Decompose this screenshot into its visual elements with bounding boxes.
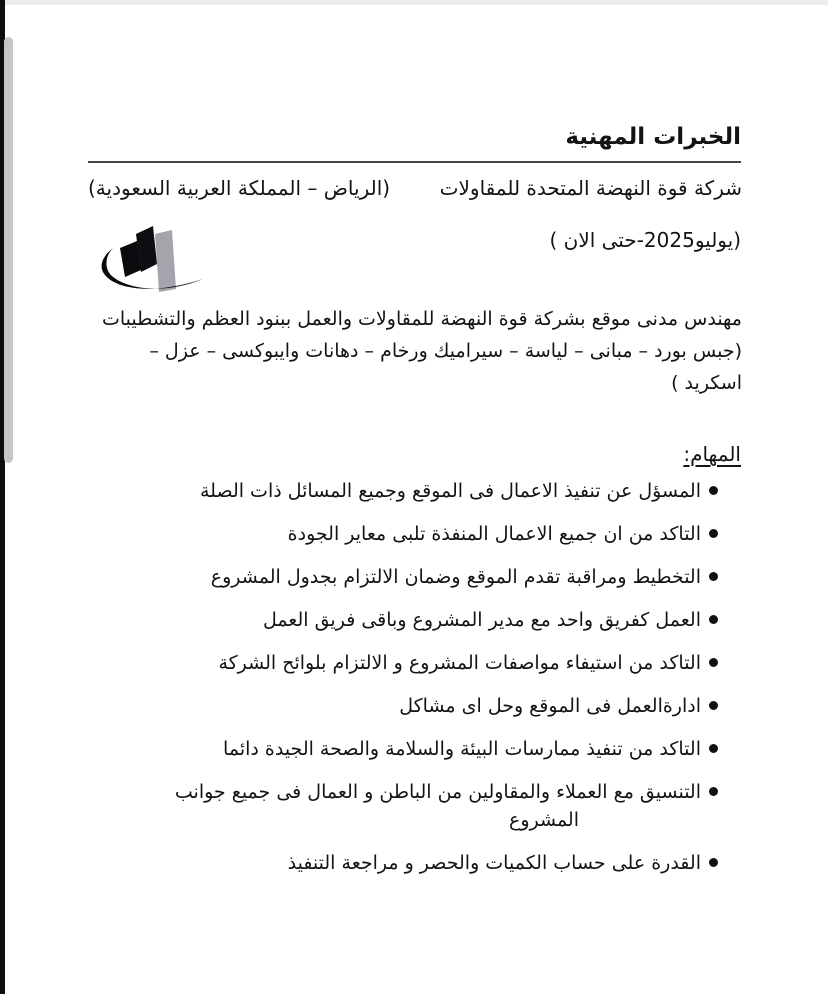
- task-item: [88, 849, 742, 877]
- buildings-swoosh-icon: [96, 222, 208, 304]
- description-line: (جبس بورد – مبانى – لياسة – سيراميك ورخام – دهانات وايبوكسى – عزل –: [149, 340, 742, 362]
- description-line: اسكريد ): [671, 372, 742, 394]
- task-item: [88, 520, 742, 548]
- task-item: [88, 563, 742, 591]
- task-item: [88, 735, 742, 763]
- bullet-icon: [709, 701, 718, 710]
- bullet-icon: [709, 658, 718, 667]
- company-logo: [96, 222, 208, 304]
- task-item: [88, 606, 742, 634]
- task-item: [88, 649, 742, 677]
- company-location: (الرياض – المملكة العربية السعودية): [88, 176, 391, 200]
- company-name: شركة قوة النهضة المتحدة للمقاولات: [439, 176, 742, 200]
- scrollbar-thumb[interactable]: [4, 37, 13, 463]
- task-item: [88, 778, 742, 834]
- task-text: التنسيق مع العملاء والمقاولين من الباطن و العمال فى جميع جوانب: [174, 781, 701, 803]
- bullet-icon: [709, 744, 718, 753]
- task-text: التاكد من تنفيذ ممارسات البيئة والسلامة والصحة الجيدة دائما: [223, 738, 701, 760]
- task-text: التخطيط ومراقبة تقدم الموقع وضمان الالتزام بجدول المشروع: [210, 566, 701, 588]
- task-text: القدرة على حساب الكميات والحصر و مراجعة التنفيذ: [287, 852, 701, 874]
- task-text: التاكد من استيفاء مواصفات المشروع و الالتزام بلوائح الشركة: [218, 652, 701, 674]
- section-title: الخبرات المهنية: [565, 124, 741, 150]
- task-text: المسؤل عن تنفيذ الاعمال فى الموقع وجميع المسائل ذات الصلة: [200, 480, 701, 502]
- description-line: مهندس مدنى موقع بشركة قوة النهضة للمقاولات والعمل ببنود العظم والتشطيبات: [101, 308, 742, 330]
- window-top-edge: [0, 0, 828, 5]
- bullet-icon: [709, 615, 718, 624]
- task-text-continuation: المشروع: [509, 809, 579, 831]
- tasks-heading: المهام:: [683, 442, 741, 466]
- bullet-icon: [709, 572, 718, 581]
- experience-header: [88, 176, 742, 200]
- tasks-list: [88, 477, 742, 892]
- bullet-icon: [709, 529, 718, 538]
- bullet-icon: [709, 787, 718, 796]
- task-item: [88, 692, 742, 720]
- bullet-icon: [709, 858, 718, 867]
- role-description: [88, 303, 742, 399]
- bullet-icon: [709, 486, 718, 495]
- task-text: ادارةالعمل فى الموقع وحل اى مشاكل: [399, 695, 701, 717]
- experience-period: (يوليو2025-حتى الان ): [549, 228, 741, 252]
- task-item: [88, 477, 742, 505]
- task-text: العمل كفريق واحد مع مدير المشروع وباقى فريق العمل: [262, 609, 701, 631]
- section-divider: [88, 161, 741, 163]
- task-text: التاكد من ان جميع الاعمال المنفذة تلبى معاير الجودة: [287, 523, 701, 545]
